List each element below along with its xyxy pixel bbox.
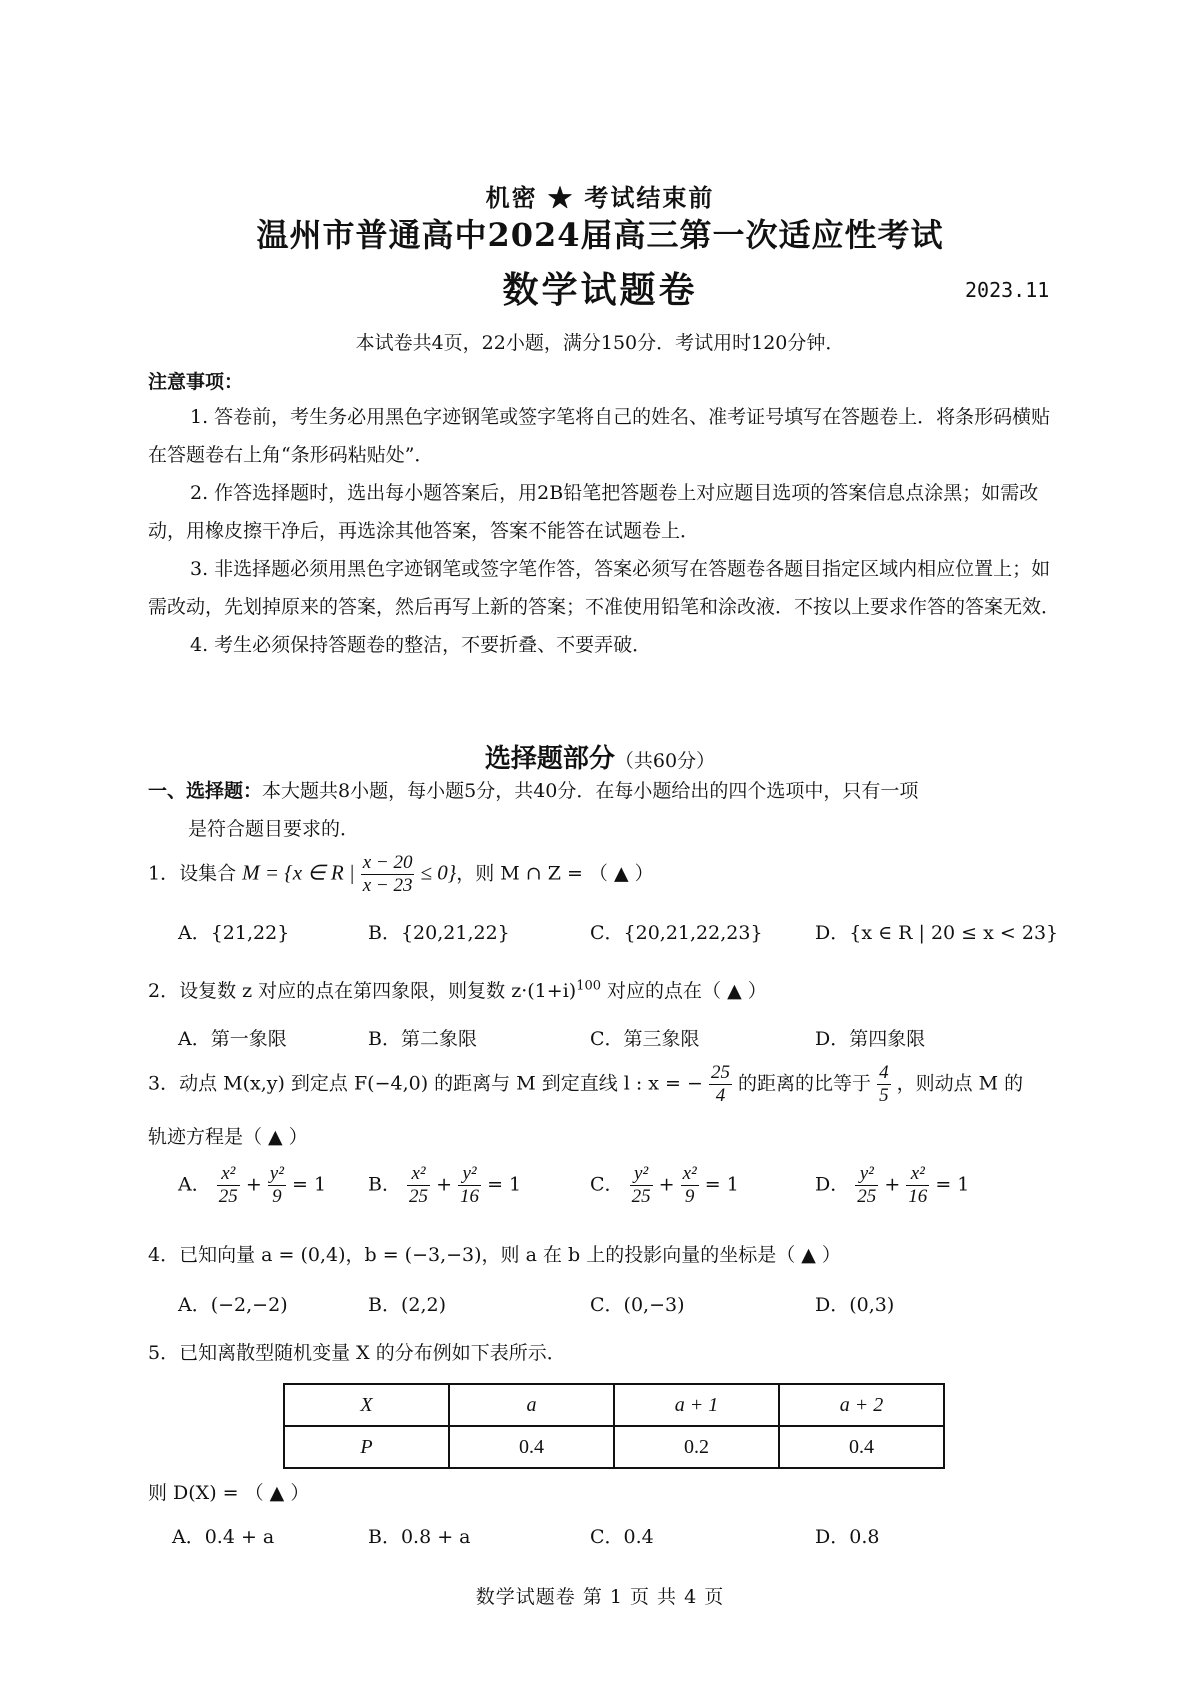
q2-text: 2．设复数 z 对应的点在第四象限，则复数 z·(1+i) — [148, 980, 577, 1002]
q3-opt-label: C． — [590, 1173, 624, 1196]
frac-num: x² — [407, 1163, 430, 1186]
q5-option-d: D．0.8 — [815, 1526, 880, 1548]
q3-fraction-1 — [709, 1062, 732, 1107]
equals-one: = 1 — [704, 1173, 739, 1196]
q3-opt-term1 — [630, 1163, 653, 1208]
plus-sign: + — [245, 1173, 262, 1196]
notice-list — [148, 398, 1068, 664]
q3-text1: 3．动点 M(x,y) 到定点 F(−4,0) 的距离与 M 到定直线 l : x = − — [148, 1072, 703, 1095]
q1-option-b: B．{20,21,22} — [368, 922, 510, 944]
q1-lead: 1．设集合 — [148, 862, 237, 885]
exam-info: 本试卷共4页，22小题，满分150分．考试用时120分钟． — [355, 332, 845, 354]
q1-frac-num: x − 20 — [362, 852, 413, 873]
q4-option-d: D．(0,3) — [815, 1294, 895, 1316]
q3-line2: 轨迹方程是（ ▲ ） — [148, 1126, 308, 1148]
exam-subtitle: 数学试题卷 — [502, 269, 698, 311]
frac-num: y² — [458, 1163, 481, 1186]
table-cell: a + 1 — [614, 1384, 779, 1426]
frac-num: x² — [682, 1163, 697, 1184]
q3-f2-den: 5 — [879, 1085, 889, 1106]
q3-opt-term1 — [855, 1163, 878, 1208]
q3-opt-label: A． — [178, 1173, 211, 1196]
notice-item: 4. 考生必须保持答题卷的整洁，不要折叠、不要弄破． — [190, 634, 652, 656]
q5-option-c: C．0.4 — [590, 1526, 654, 1548]
q5-ask: 则 D(X) = （ ▲ ） — [148, 1482, 310, 1504]
q2-tail: 对应的点在（ ▲ ） — [601, 980, 767, 1002]
table-cell: X — [284, 1384, 449, 1426]
q5-option-b: B．0.8 + a — [368, 1526, 471, 1548]
frac-den: 25 — [218, 1186, 238, 1207]
q1-option-c: C．{20,21,22,23} — [590, 922, 763, 944]
q3-f2-num: 4 — [879, 1062, 889, 1083]
notice-item: 2. 作答选择题时，选出每小题答案后，用2B铅笔把答题卷上对应题目选项的答案信息点涂黑；如需改动，用橡皮擦干净后，再选涂其他答案，答案不能答在试题卷上． — [148, 482, 1039, 542]
q3-fraction-2 — [877, 1062, 891, 1107]
confidential-note: 机密 ★ 考试结束前 — [485, 183, 715, 212]
q3-opt-term1 — [407, 1163, 430, 1208]
question-2 — [148, 976, 767, 1003]
table-cell: P — [284, 1426, 449, 1468]
table-cell: a + 2 — [779, 1384, 944, 1426]
table-cell: 0.2 — [614, 1426, 779, 1468]
q2-exponent: 100 — [576, 978, 602, 994]
q3-opt-label: D． — [815, 1173, 850, 1196]
frac-num: y² — [855, 1163, 878, 1186]
question-1 — [148, 852, 654, 897]
q4-option-c: C．(0,−3) — [590, 1294, 685, 1316]
part-intro — [148, 772, 1068, 848]
q5-option-a: A．0.4 + a — [172, 1526, 275, 1548]
question-3 — [148, 1062, 1023, 1107]
frac-den: 25 — [409, 1186, 429, 1207]
page-footer: 数学试题卷 第 1 页 共 4 页 — [475, 1586, 725, 1608]
frac-den: 9 — [272, 1186, 282, 1207]
q3-opt-term1 — [217, 1163, 240, 1208]
q1-frac-den: x − 23 — [362, 875, 413, 896]
q1-set-open: M = {x ∈ R | — [242, 860, 355, 885]
q2-option-b: B．第二象限 — [368, 1028, 477, 1050]
table-row — [284, 1384, 944, 1426]
frac-num: x² — [906, 1163, 929, 1186]
q1-tail: ，则 M ∩ Z = （ ▲ ） — [456, 862, 654, 885]
exam-date: 2023.11 — [965, 278, 1050, 302]
frac-num: y² — [630, 1163, 653, 1186]
q2-option-d: D．第四象限 — [815, 1028, 926, 1050]
frac-den: 9 — [684, 1186, 695, 1207]
section-points: （共60分） — [614, 750, 716, 772]
question-5: 5．已知离散型随机变量 X 的分布例如下表所示． — [148, 1342, 566, 1364]
section-title — [0, 738, 1200, 775]
q3-option-d — [815, 1163, 969, 1208]
equals-one: = 1 — [291, 1173, 327, 1196]
distribution-table — [283, 1383, 945, 1469]
frac-den: 16 — [908, 1186, 928, 1207]
part-label: 一、选择题： — [148, 780, 263, 802]
plus-sign: + — [436, 1173, 452, 1196]
equals-one: = 1 — [935, 1173, 970, 1196]
part-text-cont: 是符合题目要求的． — [188, 818, 360, 840]
frac-den: 16 — [460, 1186, 480, 1207]
notice-item: 3. 非选择题必须用黑色字迹钢笔或签字笔作答，答案必须写在答题卷各题目指定区域内相应位置上；如需改动，先划掉原来的答案，然后再写上新的答案；不准使用铅笔和涂改液．不按以上要求作答的答案无效． — [148, 558, 1061, 618]
question-4: 4．已知向量 a = (0,4)，b = (−3,−3)，则 a 在 b 上的投影向量的坐标是（ ▲ ） — [148, 1244, 841, 1266]
q1-set-close: ≤ 0} — [420, 860, 457, 885]
table-cell: 0.4 — [449, 1426, 614, 1468]
q3-opt-term2 — [681, 1163, 699, 1208]
q4-option-a: A．(−2,−2) — [178, 1294, 288, 1316]
plus-sign: + — [884, 1173, 901, 1196]
q3-opt-term2 — [458, 1163, 481, 1208]
q3-f1-num: 25 — [710, 1062, 730, 1083]
notice-heading: 注意事项： — [148, 371, 244, 393]
part-text: 本大题共8小题，每小题5分，共40分．在每小题给出的四个选项中，只有一项 — [262, 780, 919, 802]
q2-option-a: A．第一象限 — [178, 1028, 287, 1050]
q3-option-c — [590, 1163, 739, 1208]
frac-num: x² — [217, 1163, 240, 1186]
q2-option-c: C．第三象限 — [590, 1028, 700, 1050]
notice-item: 1. 答卷前，考生务必用黑色字迹钢笔或签字笔将自己的姓名、准考证号填写在答题卷上．将条形码横贴在答题卷右上角“条形码粘贴处”． — [148, 406, 1051, 466]
table-cell: a — [449, 1384, 614, 1426]
table-row — [284, 1426, 944, 1468]
table-cell: 0.4 — [779, 1426, 944, 1468]
q3-option-b — [368, 1163, 521, 1208]
q3-text3: ，则动点 M 的 — [896, 1072, 1024, 1095]
q3-text2: 的距离的比等于 — [738, 1072, 872, 1095]
equals-one: = 1 — [487, 1173, 522, 1196]
frac-den: 25 — [857, 1186, 877, 1207]
frac-num: y² — [269, 1163, 284, 1184]
q3-option-a — [178, 1163, 326, 1208]
q3-opt-term2 — [906, 1163, 929, 1208]
section-title-text: 选择题部分 — [484, 744, 615, 774]
q1-fraction — [361, 852, 415, 897]
q3-opt-term2 — [268, 1163, 286, 1208]
q3-opt-label: B． — [368, 1173, 401, 1196]
q1-option-a: A．{21,22} — [178, 922, 290, 944]
q4-option-b: B．(2,2) — [368, 1294, 447, 1316]
frac-den: 25 — [631, 1186, 651, 1207]
q3-f1-den: 4 — [715, 1085, 726, 1106]
q1-option-d: D．{x ∈ R | 20 ≤ x < 23} — [815, 922, 1059, 944]
exam-title: 温州市普通高中2024届高三第一次适应性考试 — [256, 216, 944, 254]
plus-sign: + — [658, 1173, 675, 1196]
